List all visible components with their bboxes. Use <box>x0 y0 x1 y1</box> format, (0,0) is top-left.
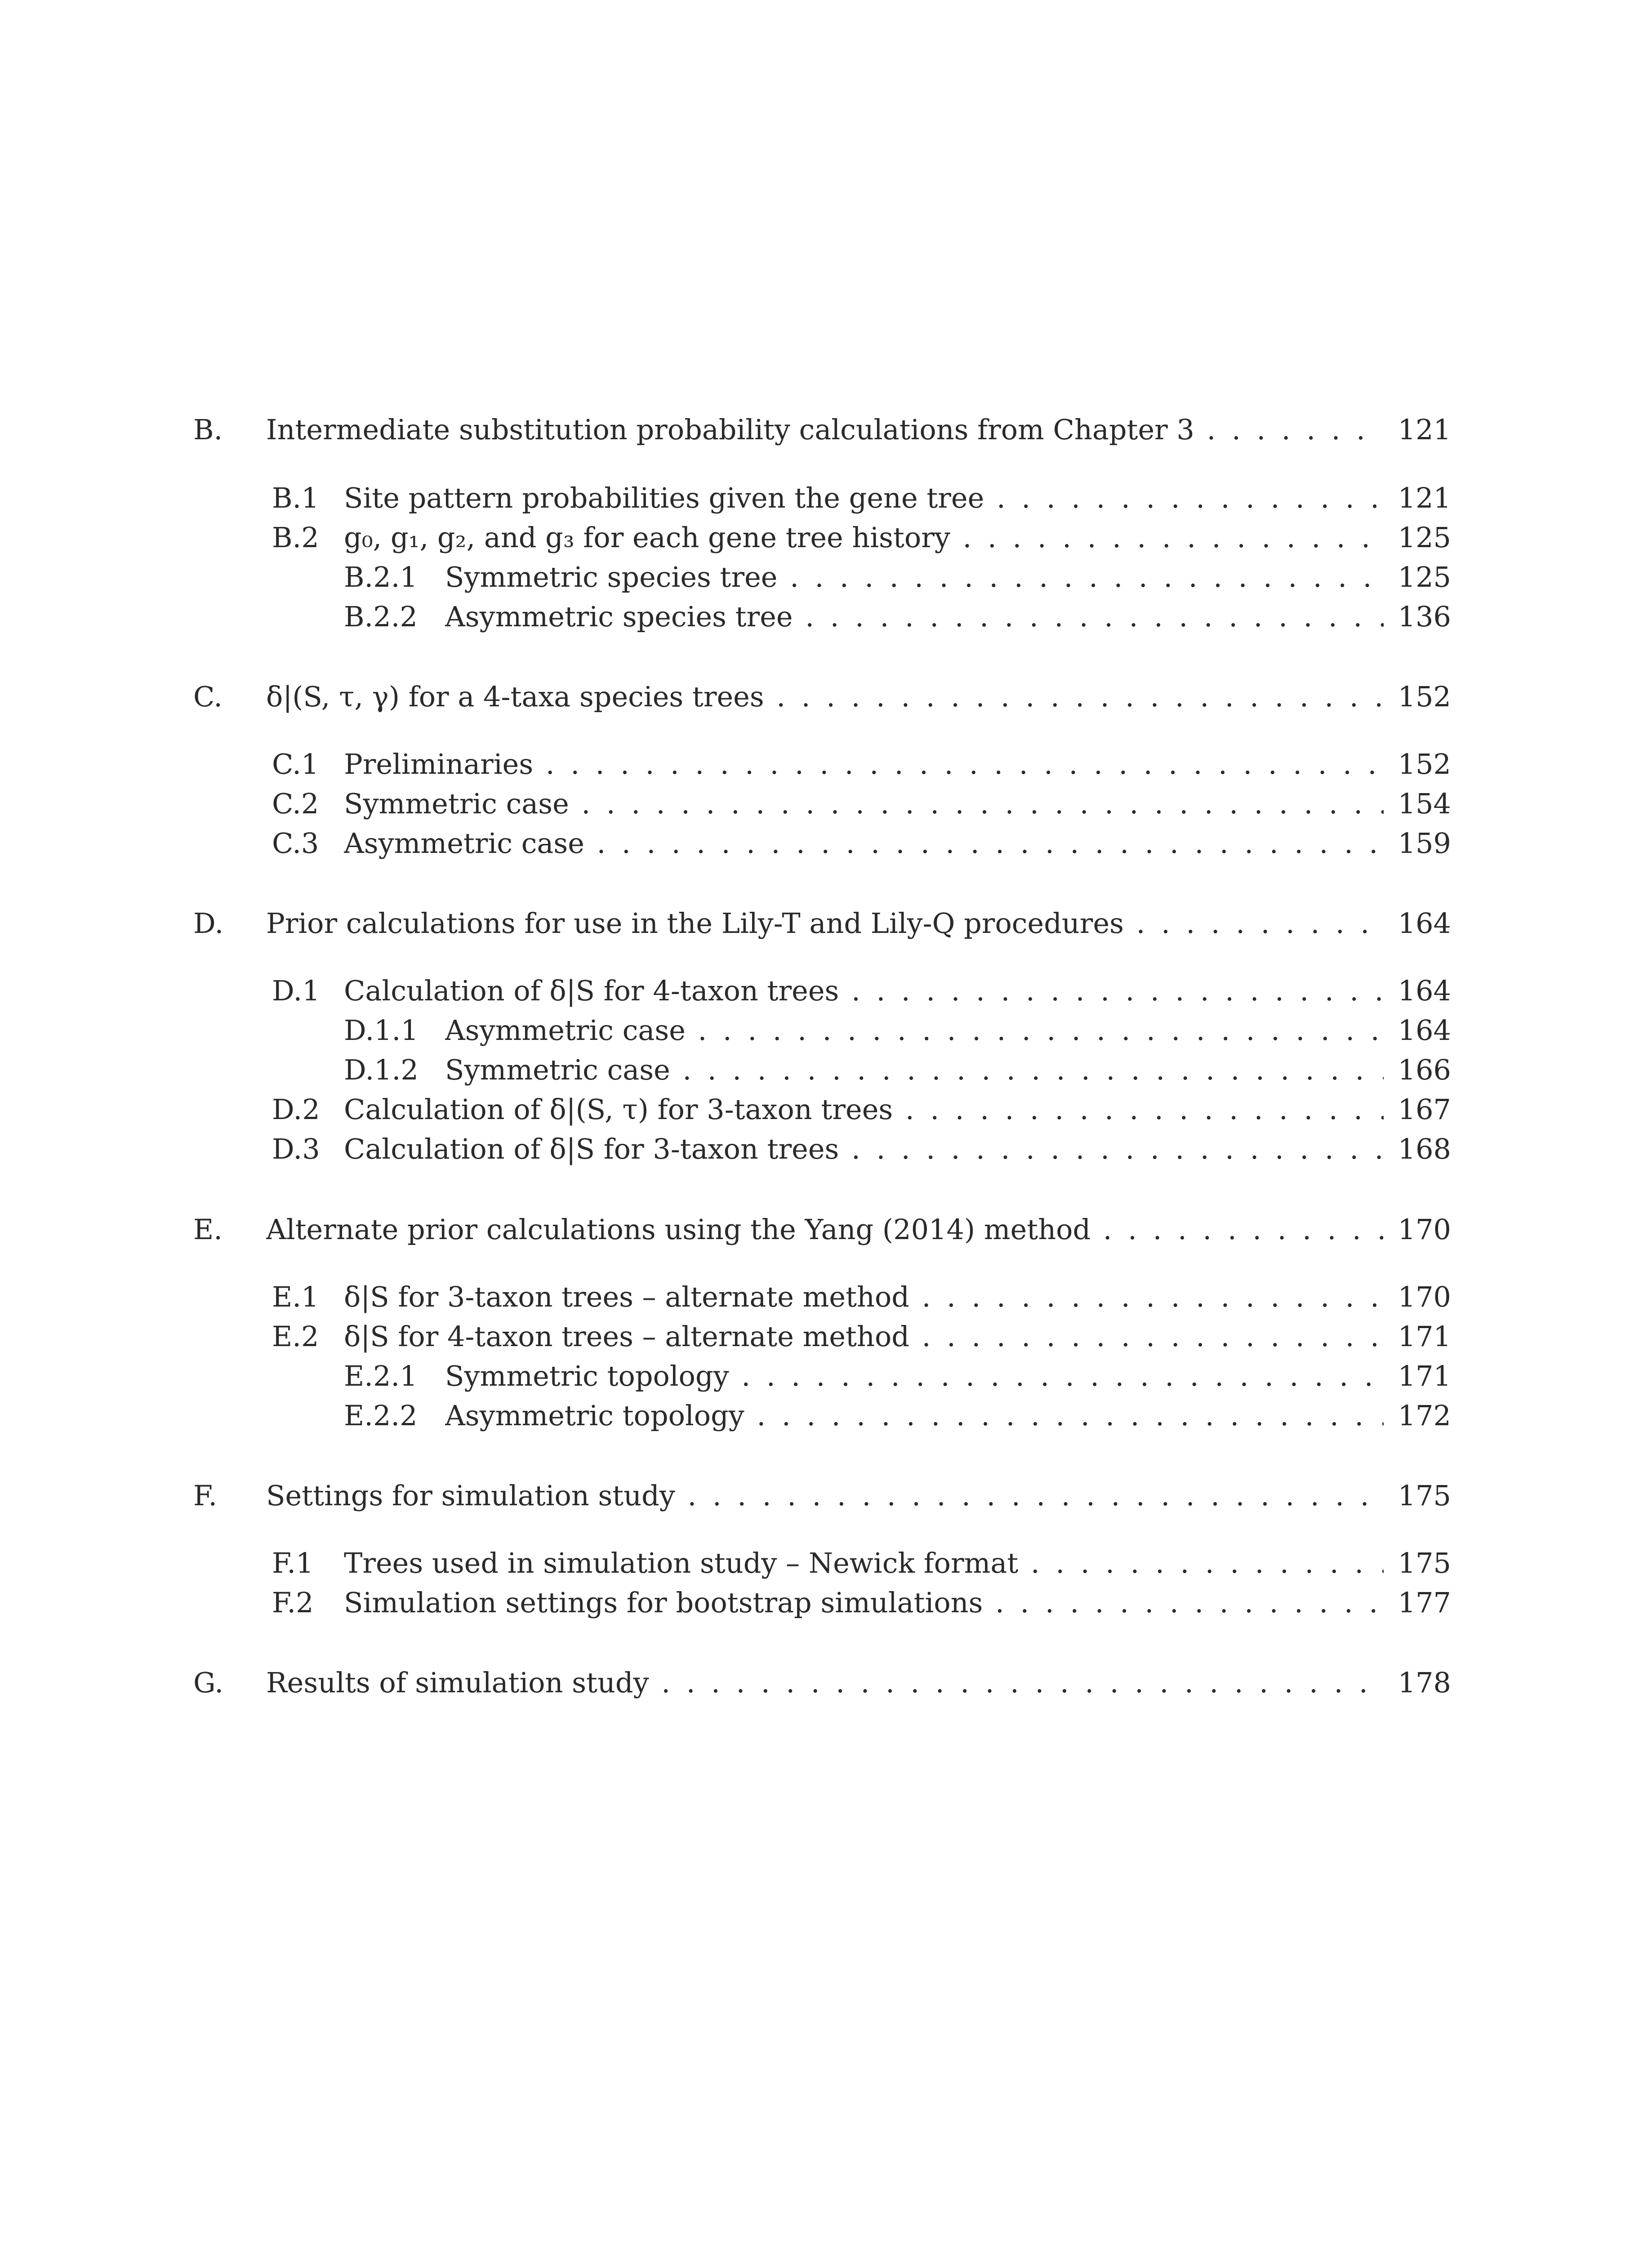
entry-page: 121 <box>1398 413 1451 446</box>
entry-page: 121 <box>1398 482 1451 514</box>
entry-title: Calculation of δ|S for 3-taxon trees . . . <box>344 1127 1384 1172</box>
toc-entry-C2[interactable] <box>0 781 1652 826</box>
toc-entry-B2[interactable] <box>0 515 1652 560</box>
entry-number: D. <box>193 907 224 940</box>
entry-page: 171 <box>1398 1320 1451 1353</box>
entry-number: C.2 <box>272 787 319 820</box>
entry-title: Symmetric species tree . . . <box>445 555 1384 600</box>
entry-page: 166 <box>1398 1053 1451 1086</box>
entry-page: 152 <box>1398 748 1451 781</box>
toc-entry-F1[interactable] <box>0 1541 1652 1586</box>
entry-number: F.2 <box>272 1586 314 1619</box>
entry-number: D.1 <box>272 974 320 1007</box>
entry-title: δ|(S, τ, γ) for a 4-taxa species trees . . . <box>266 674 1384 719</box>
toc-entry-C[interactable] <box>0 674 1652 719</box>
entry-title: Calculation of δ|(S, τ) for 3-taxon trees . . . <box>344 1087 1384 1132</box>
entry-number: B.1 <box>272 482 319 514</box>
entry-number: D.3 <box>272 1133 320 1165</box>
entry-title: Trees used in simulation study – Newick format . . . <box>344 1541 1384 1586</box>
toc-entry-C1[interactable] <box>0 742 1652 787</box>
entry-page: 172 <box>1398 1399 1451 1432</box>
entry-page: 167 <box>1398 1093 1451 1126</box>
toc-entry-D3[interactable] <box>0 1127 1652 1172</box>
entry-page: 178 <box>1398 1666 1451 1699</box>
toc-entry-C3[interactable] <box>0 821 1652 866</box>
entry-number: B.2.2 <box>344 600 418 633</box>
toc-entry-D2[interactable] <box>0 1087 1652 1132</box>
entry-number: C. <box>193 680 223 713</box>
toc-entry-G[interactable] <box>0 1660 1652 1705</box>
entry-title: Intermediate substitution probability calculations from Chapter 3 . . . <box>266 407 1384 452</box>
entry-title: Symmetric case . . . <box>445 1048 1384 1093</box>
entry-number: F. <box>193 1479 218 1512</box>
entry-page: 177 <box>1398 1586 1451 1619</box>
entry-page: 175 <box>1398 1479 1451 1512</box>
toc-entry-E1[interactable] <box>0 1275 1652 1320</box>
entry-title: g₀, g₁, g₂, and g₃ for each gene tree history . . . <box>344 515 1384 560</box>
toc-entry-B[interactable] <box>0 407 1652 452</box>
entry-number: D.1.1 <box>344 1014 419 1047</box>
entry-page: 175 <box>1398 1547 1451 1579</box>
entry-page: 152 <box>1398 680 1451 713</box>
entry-page: 171 <box>1398 1360 1451 1392</box>
entry-title: Alternate prior calculations using the Yang (2014) method . . . <box>266 1207 1384 1252</box>
entry-number: F.1 <box>272 1547 314 1579</box>
toc-entry-F[interactable] <box>0 1473 1652 1518</box>
entry-title: Settings for simulation study . . . <box>266 1473 1384 1518</box>
entry-number: E.2.2 <box>344 1399 418 1432</box>
entry-title: δ|S for 4-taxon trees – alternate method . . . <box>344 1314 1384 1359</box>
toc-entry-E2[interactable] <box>0 1314 1652 1359</box>
toc-entry-E22[interactable] <box>0 1393 1652 1438</box>
entry-number: B.2 <box>272 521 319 554</box>
entry-number: E.2 <box>272 1320 319 1353</box>
entry-title: Calculation of δ|S for 4-taxon trees . . . <box>344 968 1384 1013</box>
entry-number: B.2.1 <box>344 561 418 593</box>
entry-page: 168 <box>1398 1133 1451 1165</box>
entry-number: E. <box>193 1213 223 1246</box>
toc-entry-D1[interactable] <box>0 968 1652 1013</box>
entry-page: 125 <box>1398 521 1451 554</box>
entry-number: E.2.1 <box>344 1360 418 1392</box>
toc-entry-D11[interactable] <box>0 1008 1652 1053</box>
toc-entry-E[interactable] <box>0 1207 1652 1252</box>
entry-page: 159 <box>1398 827 1451 860</box>
entry-number: G. <box>193 1666 224 1699</box>
entry-title: Simulation settings for bootstrap simulations . . . <box>344 1580 1384 1625</box>
toc-entry-B22[interactable] <box>0 594 1652 639</box>
entry-title: Symmetric topology . . . <box>445 1354 1384 1399</box>
entry-page: 125 <box>1398 561 1451 593</box>
entry-title: Asymmetric case . . . <box>445 1008 1384 1053</box>
entry-title: Asymmetric topology . . . <box>445 1393 1384 1438</box>
entry-page: 136 <box>1398 600 1451 633</box>
entry-title: Site pattern probabilities given the gene tree . . . <box>344 476 1384 521</box>
entry-title: Asymmetric species tree . . . <box>445 594 1384 639</box>
toc-entry-B1[interactable] <box>0 476 1652 521</box>
entry-title: δ|S for 3-taxon trees – alternate method . . . <box>344 1275 1384 1320</box>
entry-page: 154 <box>1398 787 1451 820</box>
entry-number: C.3 <box>272 827 319 860</box>
entry-number: B. <box>193 413 223 446</box>
entry-number: D.1.2 <box>344 1053 419 1086</box>
toc-entry-F2[interactable] <box>0 1580 1652 1625</box>
toc-entry-B21[interactable] <box>0 555 1652 600</box>
entry-page: 164 <box>1398 1014 1451 1047</box>
entry-page: 164 <box>1398 907 1451 940</box>
entry-title: Symmetric case . . . <box>344 781 1384 826</box>
entry-title: Prior calculations for use in the Lily-T and Lily-Q procedures . . . <box>266 901 1384 946</box>
entry-title: Results of simulation study . . . <box>266 1660 1384 1705</box>
entry-number: C.1 <box>272 748 319 781</box>
entry-page: 170 <box>1398 1280 1451 1313</box>
toc-entry-D12[interactable] <box>0 1048 1652 1093</box>
entry-page: 164 <box>1398 974 1451 1007</box>
entry-number: D.2 <box>272 1093 320 1126</box>
entry-number: E.1 <box>272 1280 319 1313</box>
entry-title: Asymmetric case . . . <box>344 821 1384 866</box>
entry-title: Preliminaries . . . <box>344 742 1384 787</box>
toc-entry-E21[interactable] <box>0 1354 1652 1399</box>
entry-page: 170 <box>1398 1213 1451 1246</box>
toc-entry-D[interactable] <box>0 901 1652 946</box>
